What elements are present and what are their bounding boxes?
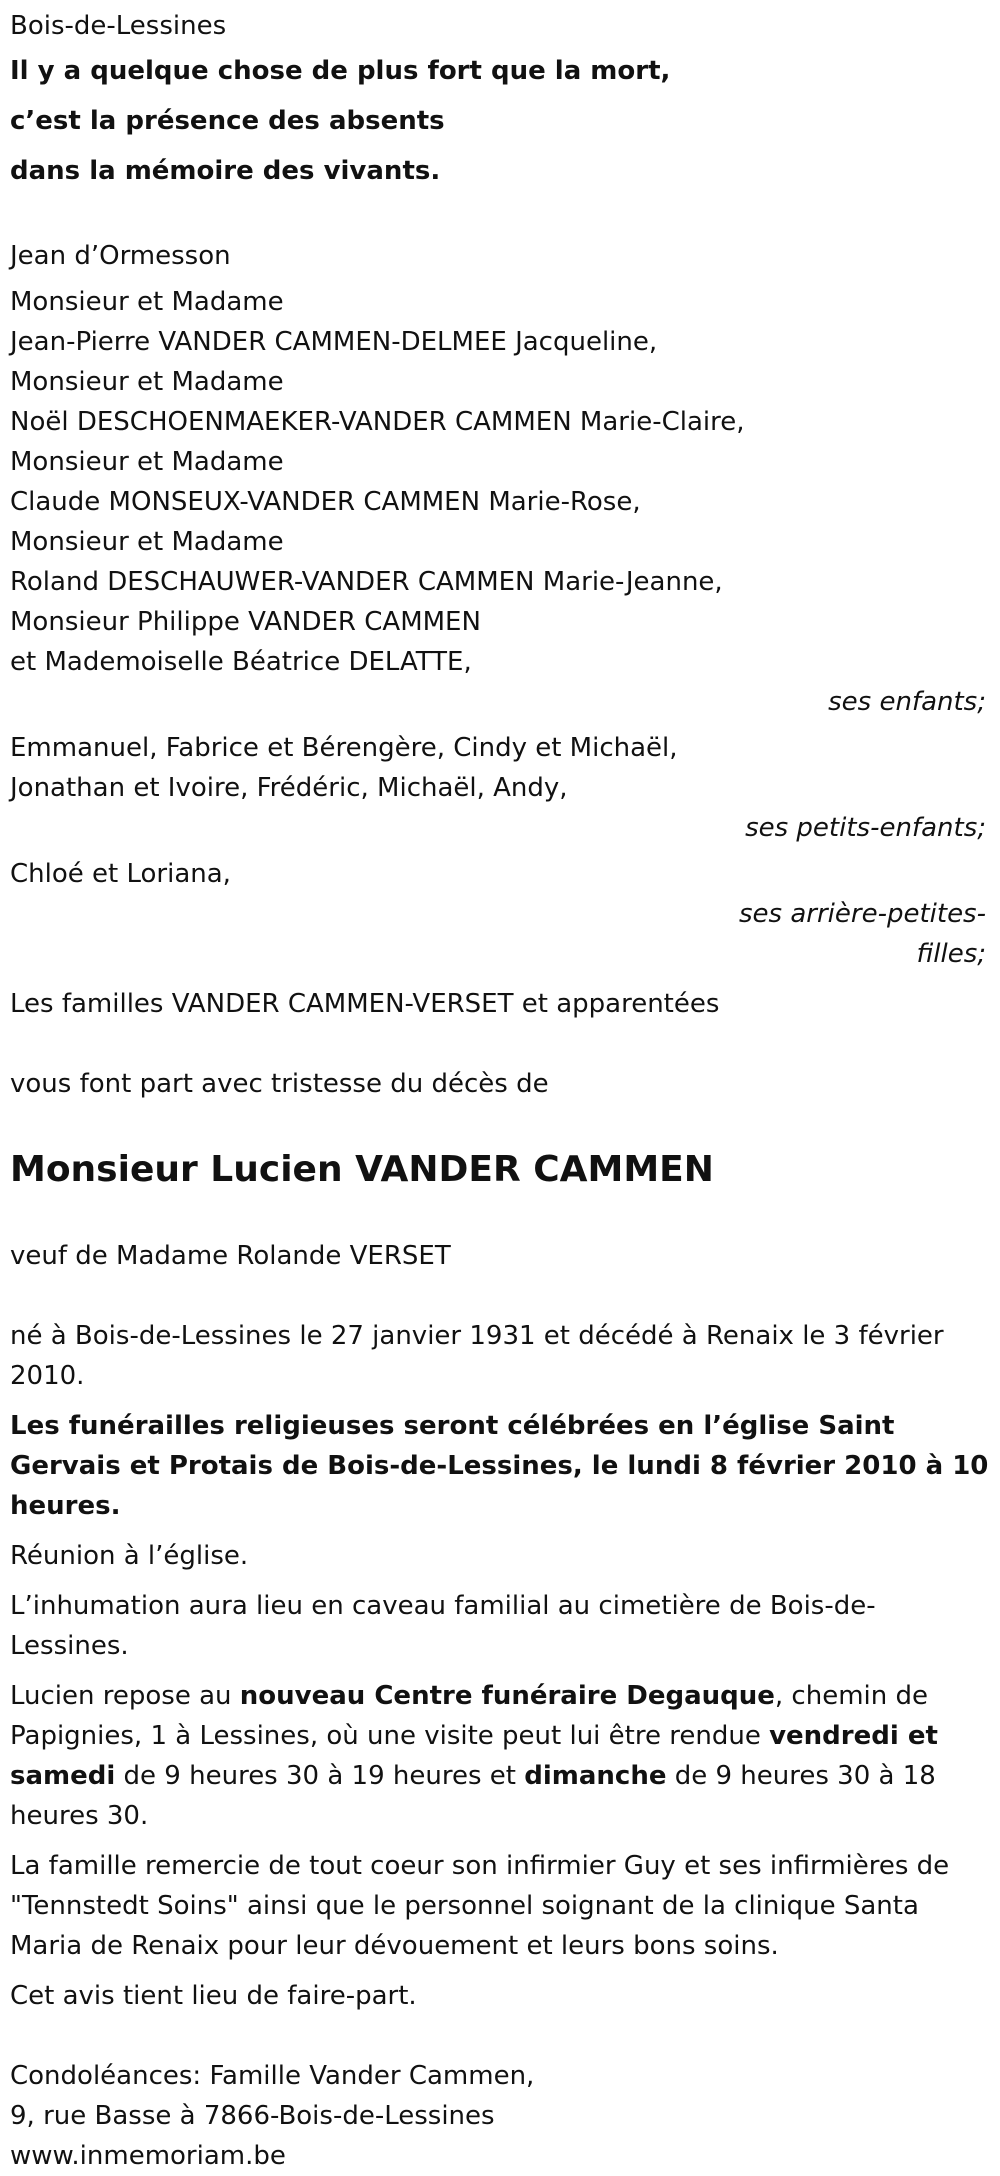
children-line: et Mademoiselle Béatrice DELATTE, <box>10 647 472 677</box>
children-line: Monsieur et Madame <box>10 527 284 557</box>
grandchildren-line: Emmanuel, Fabrice et Bérengère, Cindy et Michaël, <box>10 733 678 763</box>
children-line: Monsieur et Madame <box>10 287 284 317</box>
quote-line: c’est la présence des absents <box>10 106 445 136</box>
children-role: ses enfants; <box>828 687 986 717</box>
great-grandchildren-line: Chloé et Loriana, <box>10 859 231 889</box>
quote-line: Il y a quelque chose de plus fort que la mort, <box>10 56 671 86</box>
funeral-home-name: nouveau Centre funéraire Degauque <box>239 1681 775 1711</box>
repose-paragraph <box>10 1676 990 1836</box>
birth-death-line: né à Bois-de-Lessines le 27 janvier 1931 et décédé à Renaix le 3 février 2010. <box>10 1321 944 1391</box>
place-name: Bois-de-Lessines <box>10 11 227 41</box>
children-line: Jean-Pierre VANDER CAMMEN-DELMEE Jacqueline, <box>10 327 658 357</box>
funeral-details: Les funérailles religieuses seront célébrées en l’église Saint Gervais et Protais de Bois-de-Lessines, le lundi 8 février 2010 à 10 heures. <box>10 1411 989 1521</box>
visit-sunday: dimanche <box>524 1761 667 1791</box>
thanks-paragraph: La famille remercie de tout coeur son infirmier Guy et ses infirmières de "Tennstedt Soins" ainsi que le personnel soignant de la clinique Santa Maria de Renaix pour leur dévouement et leurs bons soins. <box>10 1851 950 1961</box>
repose-text: de 9 heures 30 à 18 heures 30. <box>10 1761 936 1831</box>
children-line: Claude MONSEUX-VANDER CAMMEN Marie-Rose, <box>10 487 641 517</box>
burial-line: L’inhumation aura lieu en caveau familial au cimetière de Bois-de-Lessines. <box>10 1591 876 1661</box>
repose-text: Lucien repose au <box>10 1681 240 1711</box>
quote <box>10 46 990 196</box>
notice-line: Cet avis tient lieu de faire-part. <box>10 1981 417 2011</box>
condolences-line: Condoléances: Famille Vander Cammen, <box>10 2061 535 2091</box>
children-line: Noël DESCHOENMAEKER-VANDER CAMMEN Marie-Claire, <box>10 407 745 437</box>
address-line: 9, rue Basse à 7866-Bois-de-Lessines <box>10 2101 495 2131</box>
repose-text: de 9 heures 30 à 19 heures et <box>115 1761 525 1791</box>
grandchildren-role: ses petits-enfants; <box>745 813 986 843</box>
deceased-name: Monsieur Lucien VANDER CAMMEN <box>10 1149 714 1190</box>
visit-days: vendredi et samedi <box>10 1721 938 1791</box>
announcement-line: vous font part avec tristesse du décès de <box>10 1069 549 1099</box>
grandchildren-list <box>10 728 990 848</box>
great-grandchildren-role: filles; <box>916 939 986 969</box>
widower-line: veuf de Madame Rolande VERSET <box>10 1241 451 1271</box>
repose-text: , chemin de Papignies, 1 à Lessines, où une visite peut lui être rendue <box>10 1681 928 1751</box>
families-line: Les familles VANDER CAMMEN-VERSET et apparentées <box>10 989 720 1019</box>
children-line: Monsieur Philippe VANDER CAMMEN <box>10 607 481 637</box>
obituary-notice <box>10 6 990 2176</box>
quote-author: Jean d’Ormesson <box>10 241 231 271</box>
great-grandchildren-list <box>10 854 990 974</box>
children-line: Monsieur et Madame <box>10 447 284 477</box>
condolences-block <box>10 2056 990 2176</box>
reunion-line: Réunion à l’église. <box>10 1541 249 1571</box>
website-link[interactable]: www.inmemoriam.be <box>10 2141 286 2171</box>
grandchildren-line: Jonathan et Ivoire, Frédéric, Michaël, Andy, <box>10 773 568 803</box>
children-line: Monsieur et Madame <box>10 367 284 397</box>
quote-line: dans la mémoire des vivants. <box>10 156 441 186</box>
children-line: Roland DESCHAUWER-VANDER CAMMEN Marie-Jeanne, <box>10 567 723 597</box>
children-list <box>10 282 990 722</box>
great-grandchildren-role: ses arrière-petites- <box>739 899 986 929</box>
